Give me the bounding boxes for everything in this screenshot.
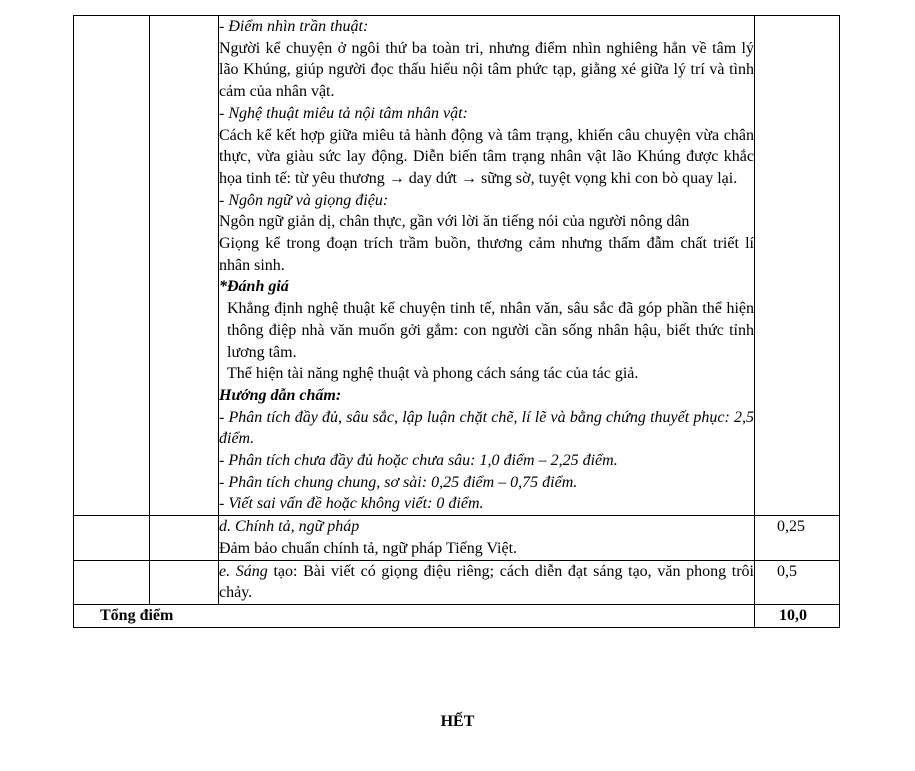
inner-art-text: Cách kể kết hợp giữa miêu tả hành động và tâm trạng, khiến câu chuyện vừa chân thực, vừa giàu sức lay động. Diễn biến tâm trạng nhân vật lão Khúng được khắc họa tinh tế: từ yêu thương → day dứt → sững sờ, tuyệt vọng khi con bò quay lại. (219, 126, 754, 187)
cell-question (74, 560, 150, 604)
cell-content-d (219, 516, 755, 560)
rubric-row-d (74, 516, 840, 560)
language-text-2: Giọng kể trong đoạn trích trầm buồn, thương cảm nhưng thấm đẫm chất triết lí nhân sinh. (219, 235, 754, 274)
total-score: 10,0 (755, 604, 840, 627)
creativity-label: e. Sáng (219, 562, 268, 580)
language-text-1: Ngôn ngữ giản dị, chân thực, gần với lời ăn tiếng nói của người nông dân (219, 213, 690, 231)
evaluation-heading: *Đánh giá (219, 278, 289, 296)
rubric-row-e (74, 560, 840, 604)
rubric-row-total (74, 604, 840, 627)
grading-guide-item: - Phân tích chưa đầy đủ hoặc chưa sâu: 1,0 điểm – 2,25 điểm. (219, 452, 618, 470)
spelling-grammar-heading: d. Chính tả, ngữ pháp (219, 518, 360, 536)
total-label: Tổng điểm (74, 604, 755, 627)
grading-guide-item: - Viết sai vấn đề hoặc không viết: 0 điểm. (219, 495, 484, 513)
narrative-view-heading: - Điểm nhìn trần thuật: (219, 18, 369, 35)
score-e: 0,5 (755, 560, 840, 604)
cell-content-e (219, 560, 755, 604)
evaluation-text-2: Thể hiện tài năng nghệ thuật và phong cách sáng tác của tác giả. (227, 365, 639, 383)
grading-guide-item: - Phân tích chung chung, sơ sài: 0,25 điểm – 0,75 điểm. (219, 473, 578, 491)
score-d: 0,25 (755, 516, 840, 560)
grading-rubric-table (73, 15, 840, 628)
narrative-view-text: Người kể chuyện ở ngôi thứ ba toàn tri, nhưng điểm nhìn nghiêng hẳn về tâm lý lão Khúng, giúp người đọc thấu hiểu nội tâm phức tạp, giằng xé giữa lý trí và tình cảm của nhân vật. (219, 39, 754, 101)
cell-score-c (755, 16, 840, 516)
end-marker: HẾT (440, 713, 475, 730)
grading-guide-item: - Phân tích đầy đủ, sâu sắc, lập luận chặt chẽ, lí lẽ và bằng chứng thuyết phục: 2,5 điểm. (219, 408, 754, 448)
cell-content-c (219, 16, 755, 516)
rubric-row-c (74, 16, 840, 516)
inner-art-heading: - Nghệ thuật miêu tả nội tâm nhân vật: (219, 104, 468, 122)
cell-part (150, 560, 219, 604)
language-heading: - Ngôn ngữ và giọng điệu: (219, 191, 389, 209)
creativity-description: tạo: Bài viết có giọng điệu riêng; cách diễn đạt sáng tạo, văn phong trôi chảy. (219, 562, 754, 602)
grading-guide-heading: Hướng dẫn chấm: (219, 386, 342, 404)
cell-part (150, 516, 219, 560)
evaluation-text-1: Khẳng định nghệ thuật kể chuyện tinh tế, nhân văn, sâu sắc đã góp phần thể hiện thông điệp nhà văn muốn gởi gắm: con người cần sống nhân hậu, biết thức tỉnh lương tâm. (227, 300, 754, 361)
spelling-grammar-text: Đảm bảo chuẩn chính tả, ngữ pháp Tiếng Việt. (219, 539, 518, 557)
cell-part (150, 16, 219, 516)
cell-question (74, 16, 150, 516)
cell-question (74, 516, 150, 560)
creativity-text (219, 561, 754, 604)
